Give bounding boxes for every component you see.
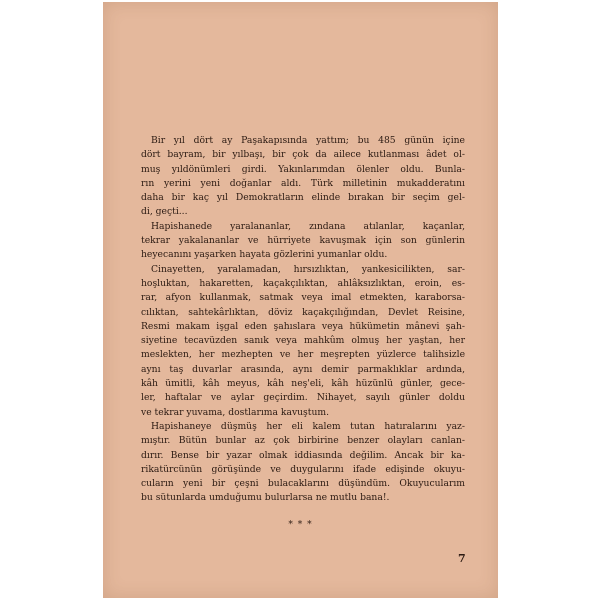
text-line: ve tekrar yuvama, dostlarıma kavuştum. <box>141 406 330 418</box>
page-number: 7 <box>458 552 466 565</box>
text-line: hoşluktan, hakaretten, kaçakçılıktan, ahlâksızlıktan, eroin, es- <box>141 277 465 289</box>
text-line: kâh ümitli, kâh meyus, kâh neş'eli, kâh hüzünlü günler, gece- <box>141 378 465 390</box>
text-line: tekrar yakalananlar ve hürriyete kavuşmak için son günlerin <box>141 235 465 247</box>
paragraph-2 <box>141 220 465 263</box>
section-separator: * * * <box>288 520 313 530</box>
text-line: cılıktan, sahtekârlıktan, döviz kaçakçılığından, Devlet Reisine, <box>141 306 465 318</box>
text-line: Cinayetten, yaralamadan, hırsızlıktan, yankesicilikten, sar- <box>151 263 465 275</box>
book-page <box>103 2 498 598</box>
text-line: cuların yeni bir çeşni bulacaklarını düşündüm. Okuyucularım <box>141 478 465 490</box>
text-line: ler, haftalar ve aylar geçirdim. Nihayet, sayılı günler doldu <box>141 392 465 404</box>
text-line: rikatürcünün görüşünde ve duygularını ifade edişinde okuyu- <box>141 463 465 475</box>
text-line: rın yerini yeni doğanlar aldı. Türk milletinin mukadderatını <box>141 177 465 189</box>
text-line: daha bir kaç yıl Demokratların elinde bırakan bir seçim gel- <box>141 192 465 204</box>
paragraph-1 <box>141 134 465 220</box>
text-line: Hapishanede yaralananlar, zındana atılanlar, kaçanlar, <box>151 220 465 232</box>
text-line: Resmi makam işgal eden şahıslara veya hükümetin mânevi şah- <box>141 320 465 332</box>
text-line: rar, afyon kullanmak, satmak veya imal etmekten, karaborsa- <box>141 292 465 304</box>
text-line: aynı taş duvarlar arasında, aynı demir parmaklıklar ardında, <box>141 363 465 375</box>
text-line: di, geçti... <box>141 206 188 218</box>
text-line: Bir yıl dört ay Paşakapısında yattım; bu 485 günün içine <box>151 135 465 146</box>
text-line: dırır. Bense bir yazar olmak iddiasında değilim. Ancak bir ka- <box>141 449 465 461</box>
text-line: dört bayram, bir yılbaşı, bir çok da ailece kutlanması âdet ol- <box>141 149 465 161</box>
text-line: muş yıldönümleri girdi. Yakınlarımdan ölenler oldu. Bunla- <box>141 163 465 175</box>
text-line: bu sütunlarda umduğumu bulurlarsa ne mutlu bana!. <box>141 492 390 504</box>
text-line: meslekten, her mezhepten ve her meşrepten yüzlerce talihsizle <box>141 349 465 361</box>
body-text <box>141 134 465 506</box>
paragraph-3 <box>141 263 465 420</box>
paragraph-4 <box>141 420 465 506</box>
text-line: Hapishaneye düşmüş her eli kalem tutan hatıralarını yaz- <box>151 420 465 432</box>
text-line: mıştır. Bütün bunlar az çok birbirine benzer olayları canlan- <box>141 435 465 447</box>
text-line: heyecanını yaşarken hayata gözlerini yumanlar oldu. <box>141 249 388 261</box>
text-line: siyetine tecavüzden sanık veya mahkûm olmuş her yaştan, her <box>141 335 465 347</box>
